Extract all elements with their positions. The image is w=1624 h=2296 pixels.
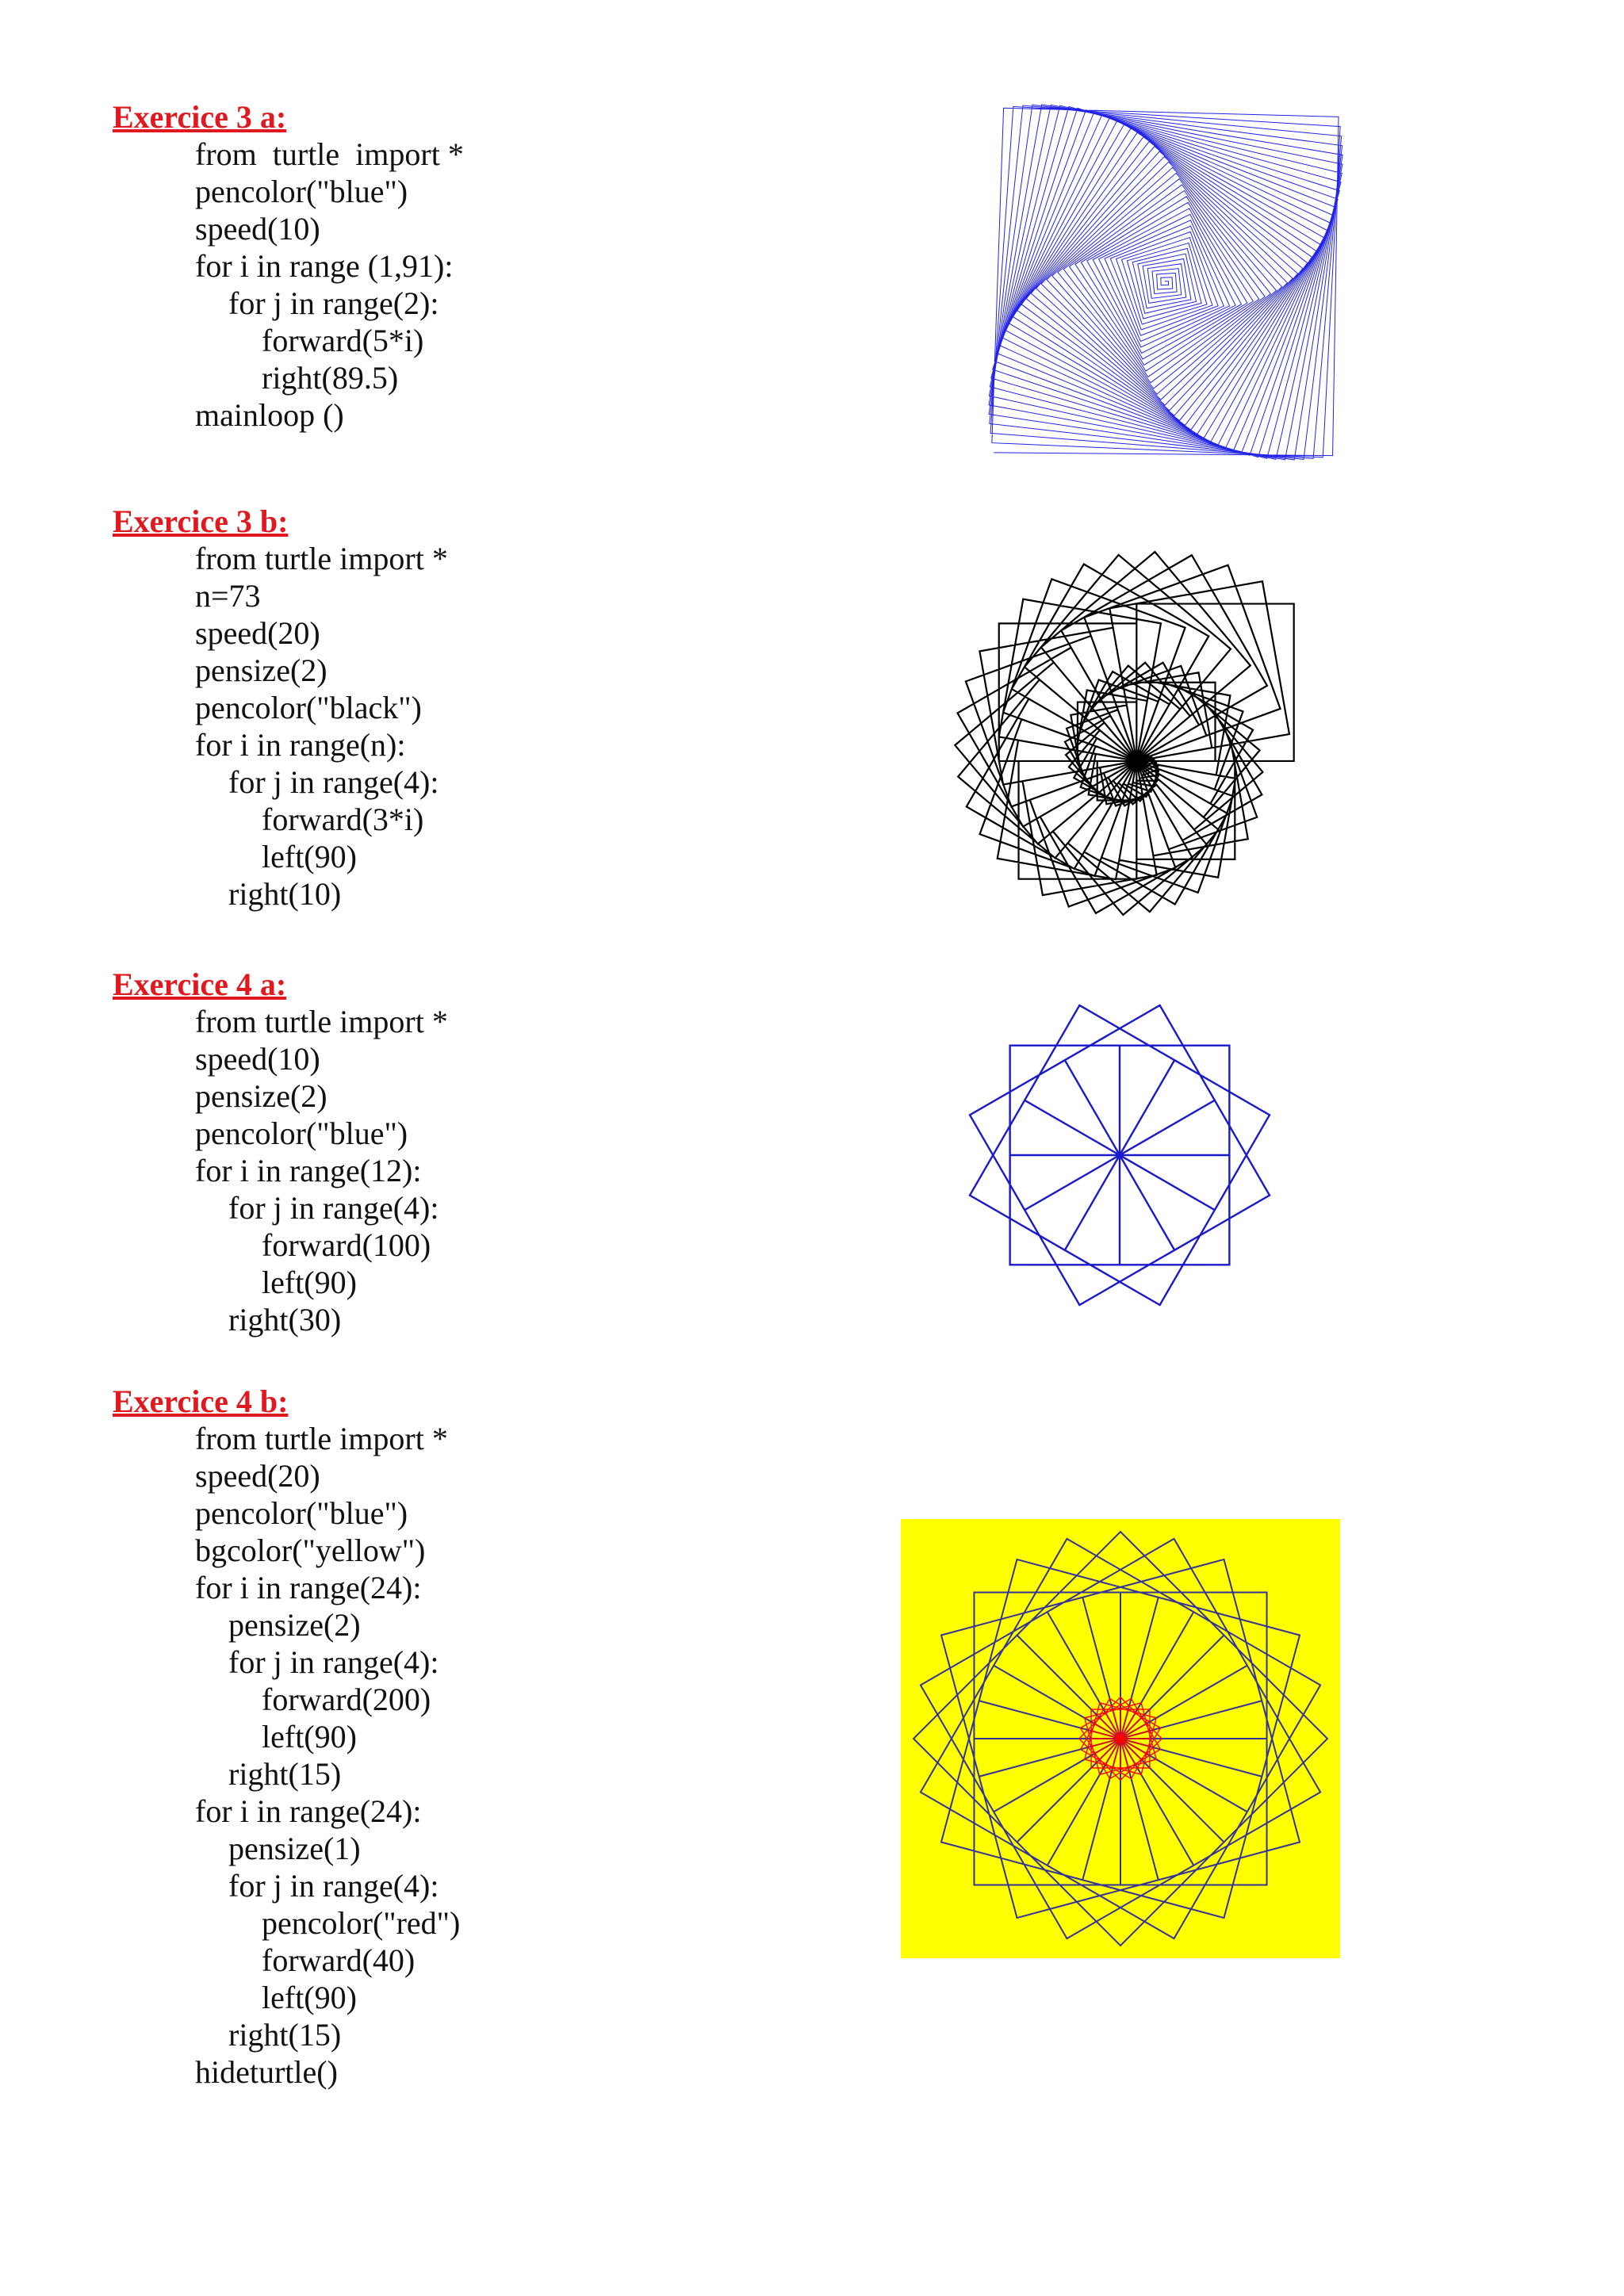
- code-line: from turtle import *: [195, 1421, 448, 1456]
- square-stroke: [970, 1005, 1270, 1305]
- code-line: pencolor("blue"): [195, 1115, 408, 1151]
- code-line: pencolor("blue"): [195, 1495, 408, 1531]
- code-line: for j in range(4):: [228, 1644, 439, 1680]
- code-line: right(15): [228, 2017, 342, 2053]
- code-line: forward(200): [262, 1682, 431, 1717]
- code-line: for j in range(4):: [228, 1868, 439, 1904]
- code-line: mainloop (): [195, 397, 344, 433]
- code-line: forward(5*i): [262, 323, 424, 358]
- code-line: for j in range(2):: [228, 285, 439, 321]
- code-line: hideturtle(): [195, 2054, 338, 2090]
- code-line: pensize(2): [228, 1607, 361, 1643]
- figure-4a-square-rosette: [961, 1001, 1278, 1310]
- code-line: for i in range(24):: [195, 1793, 422, 1829]
- rosette-stroke: [1079, 1697, 1162, 1780]
- code-line: for i in range(12):: [195, 1153, 422, 1188]
- exercise-title: Exercice 3 a:: [113, 99, 287, 135]
- figure-4b-yellow-rosette: [901, 1519, 1340, 1958]
- code-line: right(10): [228, 876, 342, 912]
- spiral-stroke: [989, 105, 1342, 460]
- code-line: right(15): [228, 1756, 342, 1792]
- code-line: speed(10): [195, 211, 320, 247]
- code-line: speed(20): [195, 1458, 320, 1494]
- code-line: forward(3*i): [262, 802, 424, 837]
- code-line: from turtle import *: [195, 1004, 448, 1039]
- code-line: for i in range(n):: [195, 727, 406, 763]
- code-line: speed(10): [195, 1041, 320, 1077]
- code-line: forward(100): [262, 1227, 431, 1263]
- code-line: for j in range(4):: [228, 1190, 439, 1226]
- code-line: speed(20): [195, 615, 320, 651]
- code-line: right(30): [228, 1302, 342, 1337]
- code-line: pensize(1): [228, 1831, 361, 1866]
- code-line: left(90): [262, 1719, 357, 1755]
- figure-3a-spiral-squares: [983, 100, 1348, 465]
- code-line: pencolor("blue"): [195, 174, 408, 209]
- code-line: left(90): [262, 839, 357, 874]
- code-line: for i in range(24):: [195, 1570, 422, 1605]
- figure-3b-rotating-squares: [942, 547, 1307, 920]
- code-line: from turtle import *: [195, 136, 464, 172]
- code-line: left(90): [262, 1980, 357, 2015]
- code-line: pencolor("black"): [195, 690, 422, 725]
- code-line: pencolor("red"): [262, 1905, 461, 1941]
- code-line: from turtle import *: [195, 541, 448, 576]
- code-line: n=73: [195, 578, 261, 614]
- exercise-title: Exercice 3 b:: [113, 503, 289, 539]
- code-line: pensize(2): [195, 652, 327, 688]
- code-line: forward(40): [262, 1942, 416, 1978]
- code-line: for j in range(4):: [228, 764, 439, 800]
- square-stroke: [955, 552, 1293, 915]
- code-line: pensize(2): [195, 1078, 327, 1114]
- exercise-title: Exercice 4 b:: [113, 1383, 289, 1419]
- code-line: left(90): [262, 1265, 357, 1300]
- exercise-title: Exercice 4 a:: [113, 966, 287, 1002]
- code-line: bgcolor("yellow"): [195, 1533, 426, 1568]
- code-line: right(89.5): [262, 360, 399, 396]
- code-line: for i in range (1,91):: [195, 248, 454, 284]
